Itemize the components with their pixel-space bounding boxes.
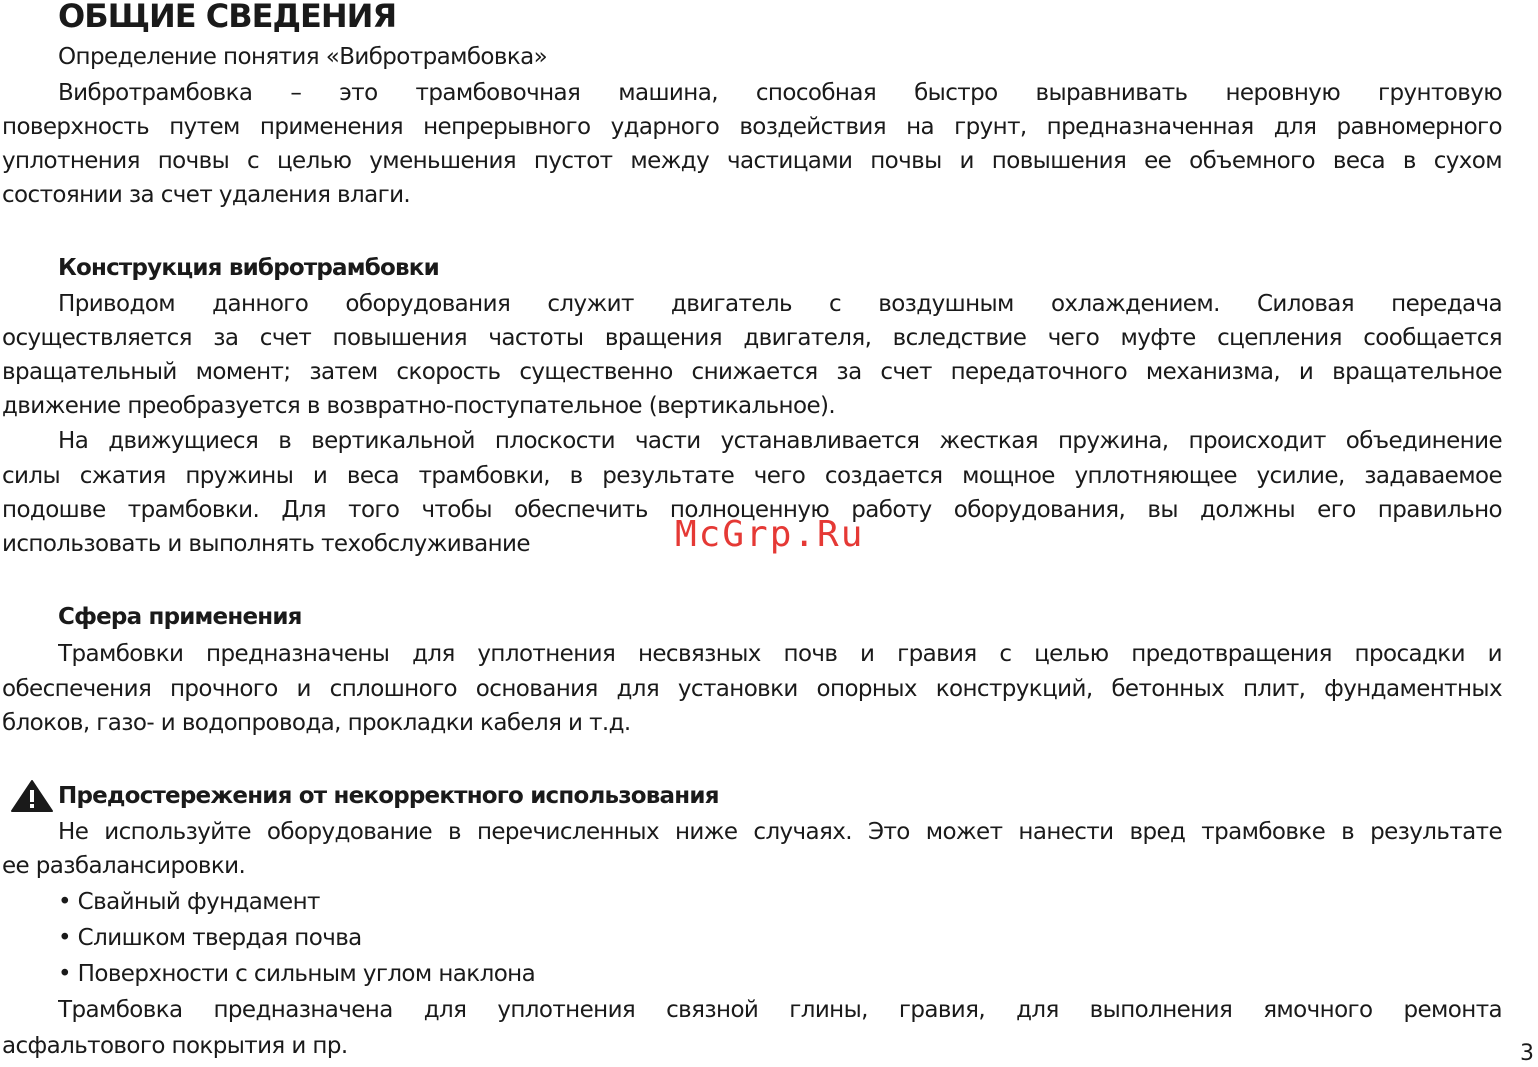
- list-item: • Свайный фундамент: [58, 889, 320, 915]
- paragraph-line: Не используйте оборудование в перечисленных ниже случаях. Это может нанести вред трамбовке в результате: [58, 819, 1502, 845]
- section-heading-scope: Сфера применения: [58, 604, 302, 630]
- paragraph-line: поверхность путем применения непрерывного ударного воздействия на грунт, предназначенная для равномерного: [2, 114, 1502, 140]
- paragraph-line: обеспечения прочного и сплошного основания для установки опорных конструкций, бетонных плит, фундаментных: [2, 676, 1502, 702]
- paragraph-line: движение преобразуется в возвратно-поступательное (вертикальное).: [2, 393, 836, 419]
- paragraph-line: Приводом данного оборудования служит двигатель с воздушным охлаждением. Силовая передача: [58, 291, 1502, 317]
- paragraph-line: Трамбовка предназначена для уплотнения связной глины, гравия, для выполнения ямочного ремонта: [58, 997, 1502, 1023]
- list-item: • Поверхности с сильным углом наклона: [58, 961, 536, 987]
- section-heading-warnings: Предостережения от некорректного использования: [58, 783, 719, 809]
- paragraph-line: асфальтового покрытия и пр.: [2, 1033, 348, 1059]
- list-item: • Слишком твердая почва: [58, 925, 362, 951]
- warning-triangle-icon: [10, 779, 54, 813]
- section-heading-construction: Конструкция вибротрамбовки: [58, 255, 439, 281]
- paragraph-line: На движущиеся в вертикальной плоскости части устанавливается жесткая пружина, происходит объединение: [58, 428, 1502, 454]
- paragraph-line: подошве трамбовки. Для того чтобы обеспечить полноценную работу оборудования, вы должны его правильно: [2, 497, 1502, 523]
- paragraph-line: осуществляется за счет повышения частоты вращения двигателя, вследствие чего муфте сцепления сообщается: [2, 325, 1502, 351]
- paragraph-line: использовать и выполнять техобслуживание: [2, 531, 530, 557]
- watermark: McGrp.Ru: [675, 514, 865, 555]
- page-title: ОБЩИЕ СВЕДЕНИЯ: [58, 0, 397, 35]
- paragraph-line: силы сжатия пружины и веса трамбовки, в результате чего создается мощное уплотняющее усилие, задаваемое: [2, 463, 1502, 489]
- paragraph-line: Вибротрамбовка – это трамбовочная машина, способная быстро выравнивать неровную грунтовую: [58, 80, 1502, 106]
- paragraph-line: блоков, газо- и водопровода, прокладки кабеля и т.д.: [2, 710, 631, 736]
- paragraph-line: ее разбалансировки.: [2, 853, 246, 879]
- paragraph-line: Трамбовки предназначены для уплотнения несвязных почв и гравия с целью предотвращения просадки и: [58, 641, 1502, 667]
- page-number: 3: [1520, 1041, 1534, 1066]
- paragraph-line: уплотнения почвы с целью уменьшения пустот между частицами почвы и повышения ее объемного веса в сухом: [2, 148, 1502, 174]
- paragraph-line: состоянии за счет удаления влаги.: [2, 182, 411, 208]
- paragraph-line: вращательный момент; затем скорость существенно снижается за счет передаточного механизма, и вращательное: [2, 359, 1502, 385]
- definition-label: Определение понятия «Вибротрамбовка»: [58, 44, 548, 70]
